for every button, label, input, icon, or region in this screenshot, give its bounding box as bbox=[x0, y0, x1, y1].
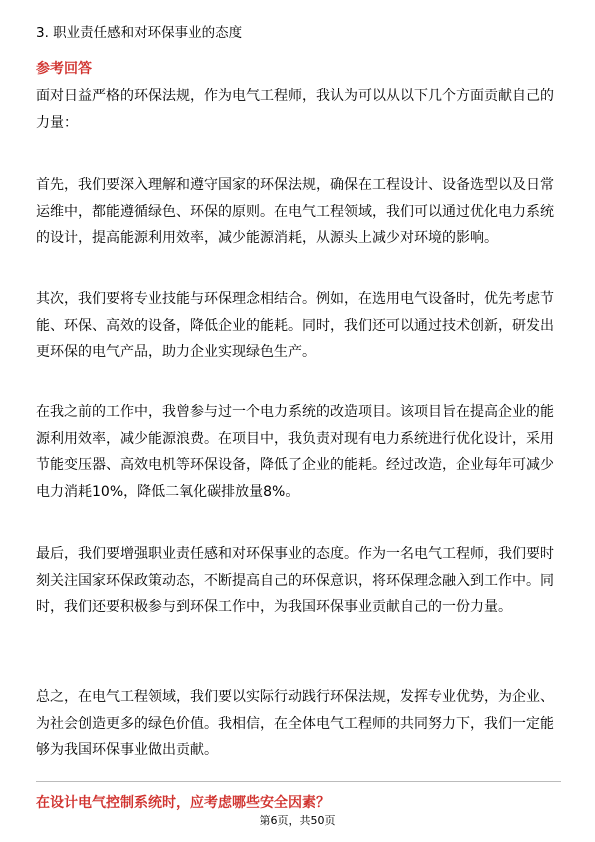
answer-label: 参考回答 bbox=[36, 61, 92, 77]
paragraph-second: 其次，我们要将专业技能与环保理念相结合。例如，在选用电气设备时，优先考虑节能、环保、高效的设备，降低企业的能耗。同时，我们还可以通过技术创新，研发出更环保的电气产品，助力企业实现绿色生产。 bbox=[36, 291, 554, 360]
paragraph-first: 首先，我们要深入理解和遵守国家的环保法规，确保在工程设计、设备选型以及日常运维中，都能遵循绿色、环保的原则。在电气工程领域，我们可以通过优化电力系统的设计，提高能源利用效率，减少能源消耗，从源头上减少对环境的影响。 bbox=[36, 177, 554, 246]
next-question-heading: 在设计电气控制系统时，应考虑哪些安全因素？ bbox=[36, 795, 330, 811]
question-heading: 3. 职业责任感和对环保事业的态度 bbox=[36, 25, 243, 41]
paragraph-conclusion: 总之，在电气工程领域，我们要以实际行动践行环保法规，发挥专业优势，为企业、为社会创造更多的绿色价值。我相信，在全体电气工程师的共同努力下，我们一定能够为我国环保事业做出贡献。 bbox=[36, 689, 554, 758]
paragraph-finally: 最后，我们要增强职业责任感和对环保事业的态度。作为一名电气工程师，我们要时刻关注国家环保政策动态，不断提高自己的环保意识，将环保理念融入到工作中。同时，我们还要积极参与到环保工作中，为我国环保事业贡献自己的一份力量。 bbox=[36, 546, 554, 615]
paragraph-experience: 在我之前的工作中，我曾参与过一个电力系统的改造项目。该项目旨在提高企业的能源利用效率，减少能源浪费。在项目中，我负责对现有电力系统进行优化设计，采用节能变压器、高效电机等环保设备，降低了企业的能耗。经过改造，企业每年可减少电力消耗10%，降低二氧化碳排放量8%。 bbox=[36, 404, 554, 500]
paragraph-intro: 面对日益严格的环保法规，作为电气工程师，我认为可以从以下几个方面贡献自己的力量： bbox=[36, 88, 554, 131]
page-footer: 第6页，共50页 bbox=[259, 814, 336, 827]
section-divider bbox=[36, 781, 561, 782]
